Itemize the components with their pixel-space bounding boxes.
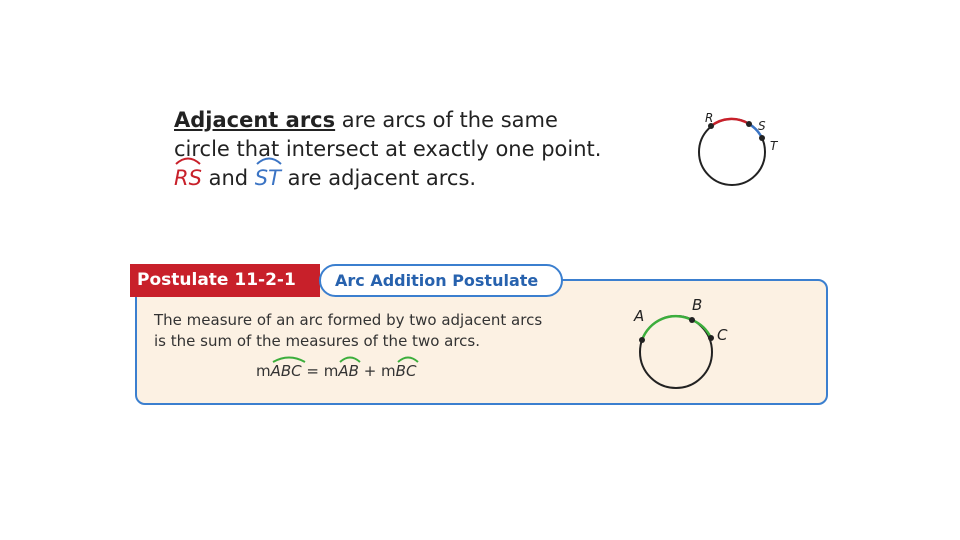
adjacent-arcs-figure bbox=[690, 108, 790, 196]
postulate-statement bbox=[154, 310, 594, 352]
point-a bbox=[639, 337, 645, 343]
point-s bbox=[746, 121, 752, 127]
arc-rs-text: RS bbox=[174, 166, 202, 190]
label-r: R bbox=[705, 111, 714, 125]
statement-line1: The measure of an arc formed by two adjacent arcs bbox=[154, 311, 543, 329]
formula-equals: = m bbox=[301, 362, 339, 380]
arc-bc-label bbox=[396, 362, 417, 380]
arc-hat-icon bbox=[174, 155, 202, 165]
arc-ab-label bbox=[338, 362, 359, 380]
arc-hat-icon bbox=[338, 353, 362, 363]
arc-hat-icon bbox=[396, 353, 420, 363]
arc-ab-text: AB bbox=[338, 362, 359, 380]
arc-abc-text: ABC bbox=[270, 362, 302, 380]
arc-rs bbox=[711, 119, 749, 126]
arc-abc-label bbox=[271, 362, 302, 380]
arc-st-text: ST bbox=[254, 166, 281, 190]
arc-addition-figure bbox=[628, 294, 738, 394]
arc-abc bbox=[642, 316, 711, 340]
definition-line3: are adjacent arcs. bbox=[280, 166, 477, 190]
arc-rs-label bbox=[174, 164, 202, 193]
postulate-title: Arc Addition Postulate bbox=[319, 264, 563, 297]
arc-bc-text: BC bbox=[395, 362, 417, 380]
formula-plus: + m bbox=[358, 362, 396, 380]
definition-line2: circle that intersect at exactly one point. bbox=[174, 137, 602, 161]
label-t: T bbox=[770, 139, 778, 153]
and-text: and bbox=[201, 166, 255, 190]
term-adjacent-arcs: Adjacent arcs bbox=[174, 108, 336, 132]
point-c bbox=[708, 335, 714, 341]
arc-hat-icon bbox=[255, 155, 283, 165]
label-c: C bbox=[717, 326, 728, 344]
formula-m: m bbox=[256, 362, 271, 380]
label-s: S bbox=[758, 119, 766, 133]
postulate-number: Postulate 11-2-1 bbox=[130, 264, 320, 297]
point-b bbox=[689, 317, 695, 323]
label-a: A bbox=[634, 307, 645, 325]
definition-text bbox=[174, 106, 694, 193]
arc-addition-formula bbox=[256, 362, 416, 380]
arc-st-label bbox=[255, 164, 281, 193]
statement-line2: is the sum of the measures of the two arcs. bbox=[154, 332, 481, 350]
label-b: B bbox=[692, 296, 703, 314]
arc-hat-icon bbox=[271, 353, 307, 363]
point-t bbox=[759, 135, 765, 141]
definition-line1: are arcs of the same bbox=[335, 108, 558, 132]
